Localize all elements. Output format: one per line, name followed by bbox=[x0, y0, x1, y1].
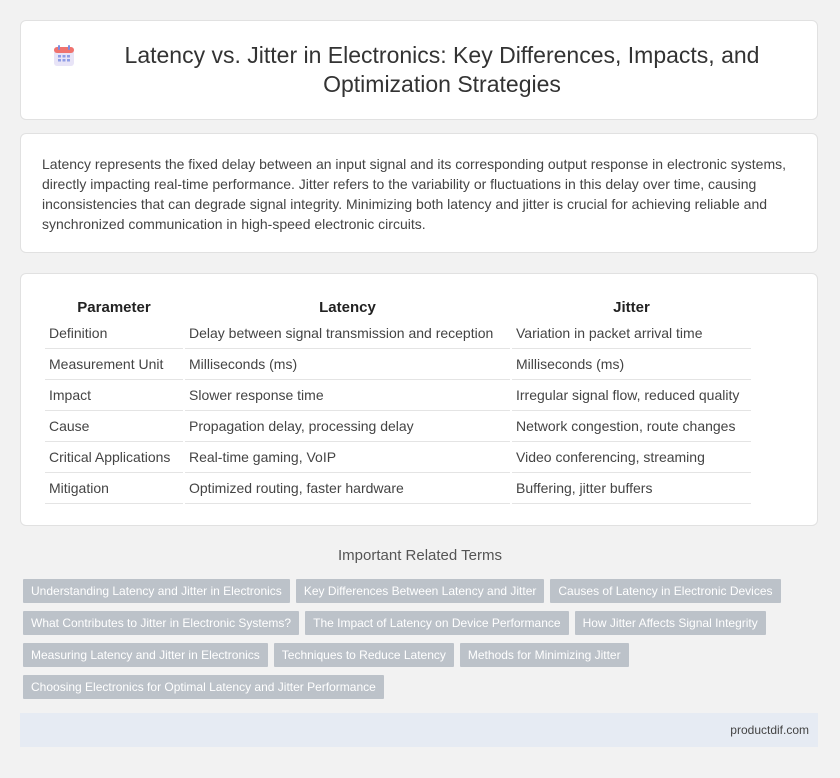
related-tag[interactable]: Choosing Electronics for Optimal Latency and Jitter Performance bbox=[23, 675, 384, 699]
header-card bbox=[20, 20, 818, 120]
footer bbox=[20, 713, 818, 747]
table-cell: Irregular signal flow, reduced quality bbox=[512, 380, 751, 411]
header-latency: Latency bbox=[319, 298, 376, 316]
table-row bbox=[45, 349, 751, 380]
table-cell: Video conferencing, streaming bbox=[512, 442, 751, 473]
header-parameter: Parameter bbox=[77, 298, 151, 316]
table-cell: Network congestion, route changes bbox=[512, 411, 751, 442]
table-cell: Mitigation bbox=[45, 473, 183, 504]
calendar-icon bbox=[51, 43, 77, 69]
table-cell: Variation in packet arrival time bbox=[512, 318, 751, 349]
comparison-table bbox=[43, 294, 753, 504]
table-row bbox=[45, 411, 751, 442]
related-tag[interactable]: Methods for Minimizing Jitter bbox=[460, 643, 629, 667]
related-tag[interactable]: The Impact of Latency on Device Performance bbox=[305, 611, 568, 635]
page-title: Latency vs. Jitter in Electronics: Key Differences, Impacts, and Optimization Strategies bbox=[124, 42, 760, 97]
intro-text: Latency represents the fixed delay between an input signal and its corresponding output response in electronic systems, directly impacting real-time performance. Jitter refers to the variability or fluctuations in this delay over time, causing inconsistencies that can degrade signal integrity. Minimizing both latency and jitter is crucial for achieving reliable and synchronized communication in high-speed electronic circuits. bbox=[42, 156, 786, 232]
table-cell: Slower response time bbox=[185, 380, 510, 411]
table-cell: Optimized routing, faster hardware bbox=[185, 473, 510, 504]
table-row bbox=[45, 318, 751, 349]
intro-card bbox=[20, 133, 818, 253]
related-terms-title: Important Related Terms bbox=[338, 547, 502, 564]
table-cell: Real-time gaming, VoIP bbox=[185, 442, 510, 473]
related-tag[interactable]: Causes of Latency in Electronic Devices bbox=[550, 579, 780, 603]
table-cell: Milliseconds (ms) bbox=[185, 349, 510, 380]
related-tag[interactable]: Key Differences Between Latency and Jitter bbox=[296, 579, 545, 603]
related-tag[interactable]: How Jitter Affects Signal Integrity bbox=[575, 611, 766, 635]
related-tag[interactable]: Understanding Latency and Jitter in Electronics bbox=[23, 579, 290, 603]
header-jitter: Jitter bbox=[613, 298, 650, 316]
related-tag[interactable]: Measuring Latency and Jitter in Electronics bbox=[23, 643, 268, 667]
table-cell: Critical Applications bbox=[45, 442, 183, 473]
table-cell: Cause bbox=[45, 411, 183, 442]
comparison-card bbox=[20, 273, 818, 526]
table-cell: Milliseconds (ms) bbox=[512, 349, 751, 380]
table-cell: Impact bbox=[45, 380, 183, 411]
table-cell: Buffering, jitter buffers bbox=[512, 473, 751, 504]
table-header-row bbox=[45, 294, 751, 318]
related-tag[interactable]: Techniques to Reduce Latency bbox=[274, 643, 454, 667]
table-cell: Definition bbox=[45, 318, 183, 349]
table-row bbox=[45, 442, 751, 473]
related-tag[interactable]: What Contributes to Jitter in Electronic Systems? bbox=[23, 611, 299, 635]
table-cell: Measurement Unit bbox=[45, 349, 183, 380]
table-cell: Delay between signal transmission and reception bbox=[185, 318, 510, 349]
table-row bbox=[45, 473, 751, 504]
footer-site[interactable]: productdif.com bbox=[730, 723, 809, 737]
table-cell: Propagation delay, processing delay bbox=[185, 411, 510, 442]
table-row bbox=[45, 380, 751, 411]
related-tags bbox=[23, 579, 823, 707]
